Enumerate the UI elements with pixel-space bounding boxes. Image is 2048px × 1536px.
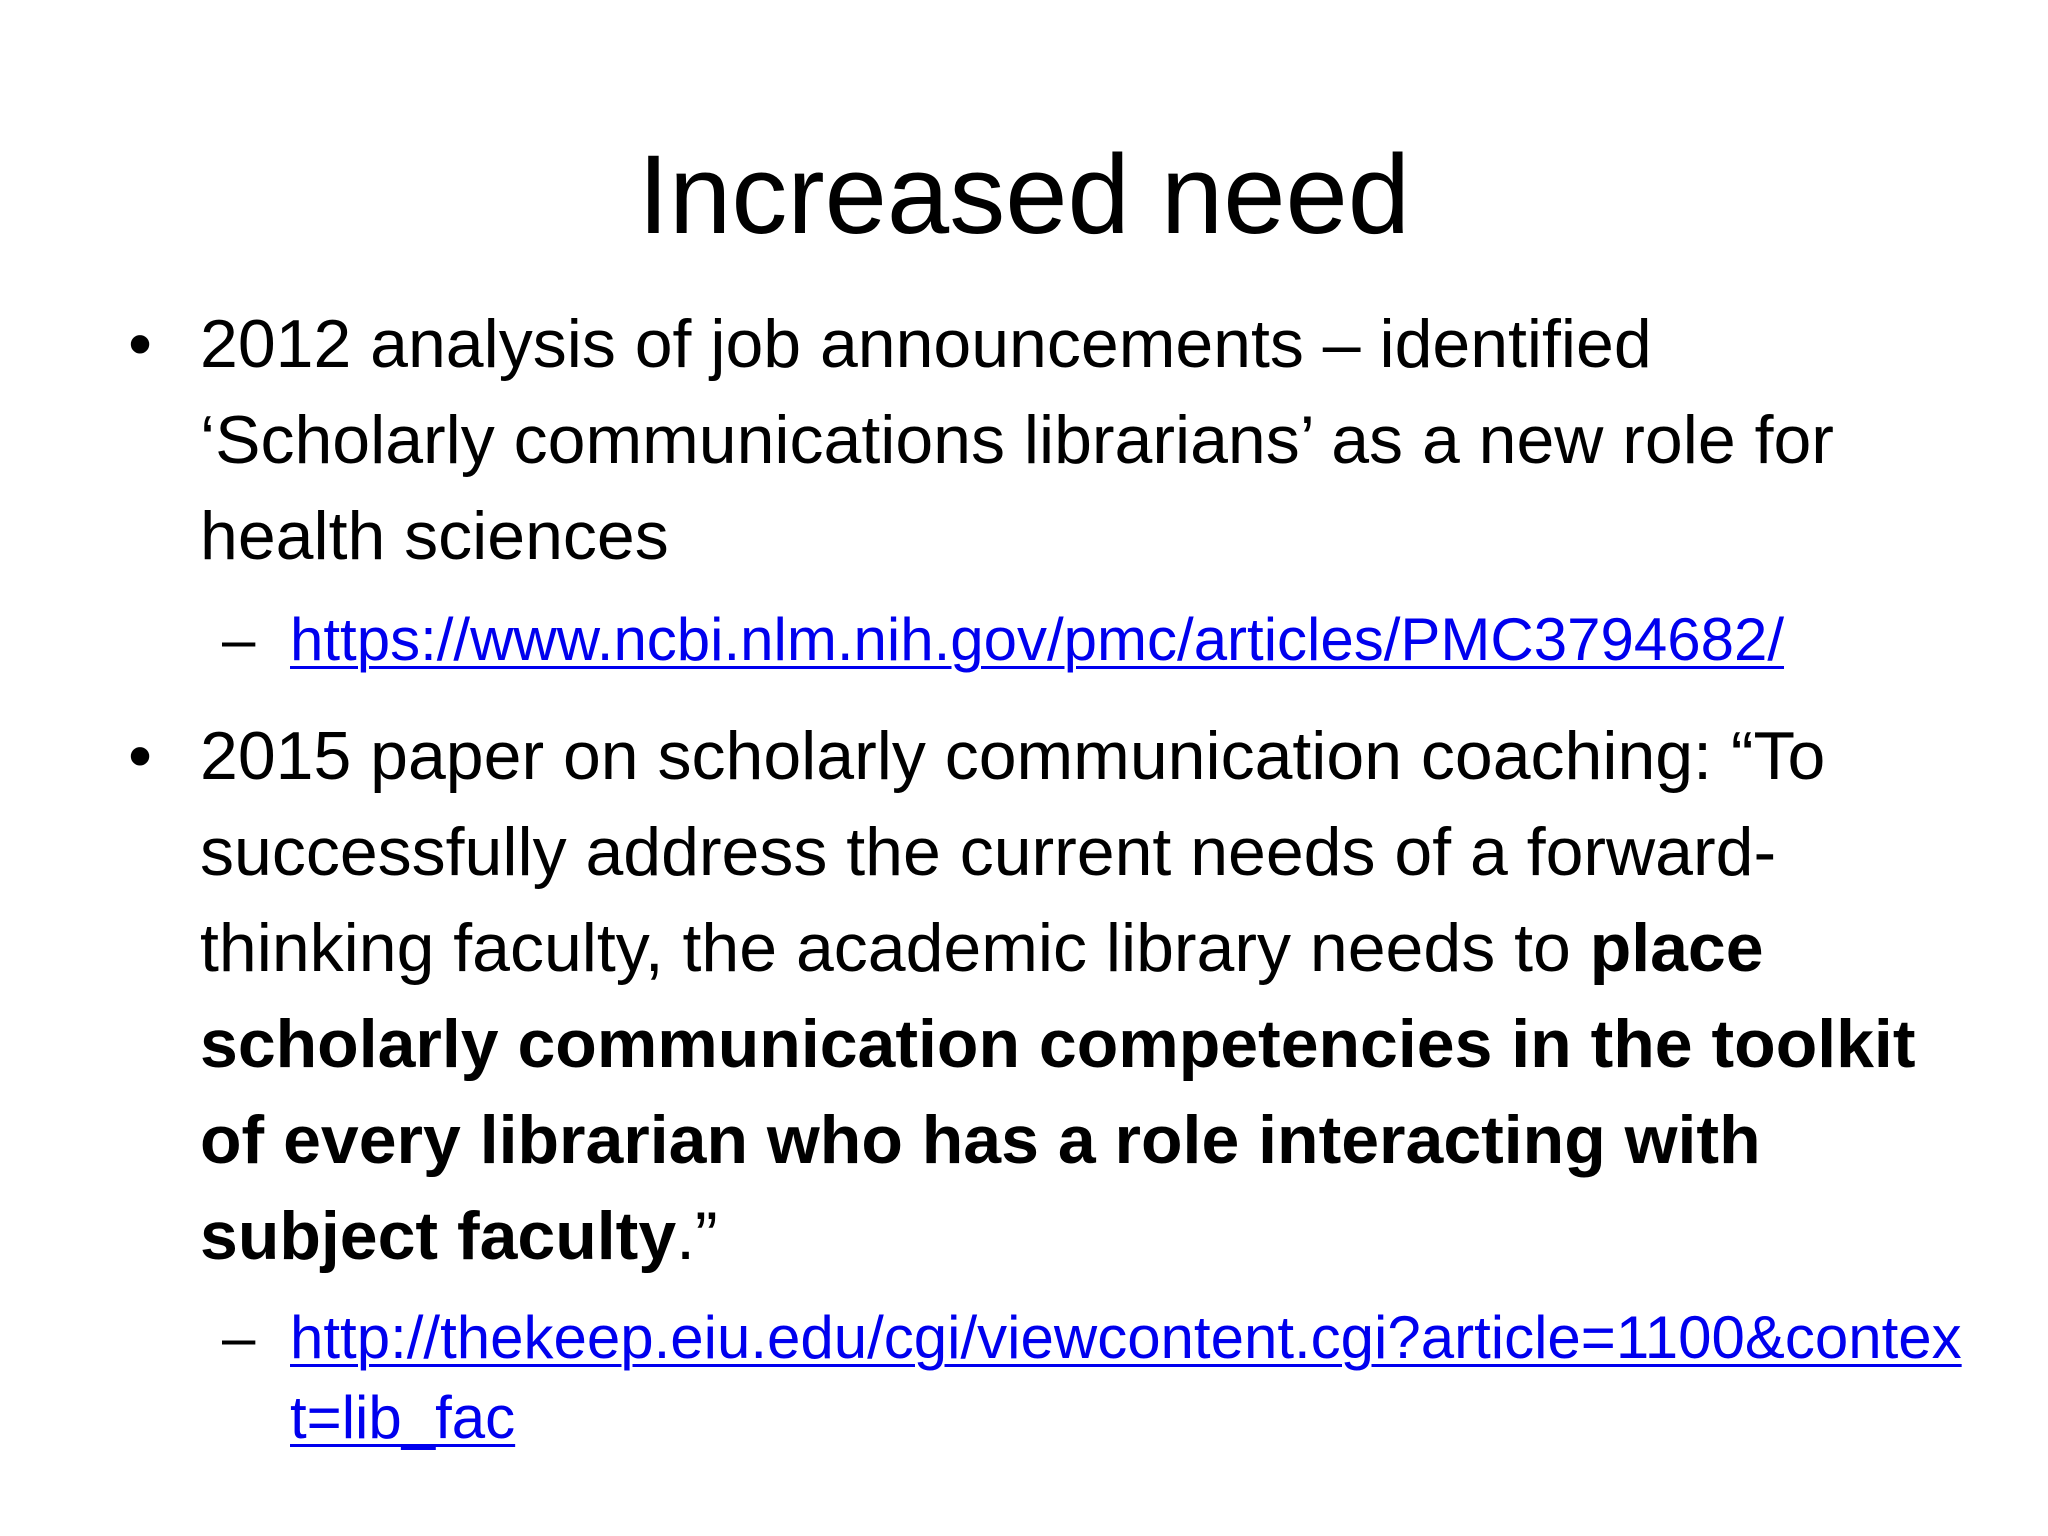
bullet-text: 2012 analysis of job announcements – identified ‘Scholarly communications librarians’ as a new role for health sciences <box>200 306 1834 574</box>
sub-marker: – <box>222 606 256 673</box>
sub-item-link-thekeep <box>222 1298 1970 1458</box>
thekeep-article-link[interactable]: http://thekeep.eiu.edu/cgi/viewcontent.cgi?article=1100&context=lib_fac <box>290 1304 1962 1451</box>
bullet-text-before: 2015 paper on scholarly communication coaching: “To successfully address the current needs of a forward-thinking faculty, the academic library needs to <box>200 718 1826 986</box>
bullet-text-after: .” <box>676 1198 718 1274</box>
bullet-item-2012 <box>128 296 1920 584</box>
bullet-item-2015 <box>128 708 1920 1284</box>
pmc-article-link[interactable]: https://www.ncbi.nlm.nih.gov/pmc/articles/PMC3794682/ <box>290 606 1784 673</box>
sub-marker: – <box>222 1304 256 1371</box>
slide-title: Increased need <box>637 132 1411 257</box>
bullet-marker: • <box>128 306 152 382</box>
bullet-marker: • <box>128 718 152 794</box>
bullet-text-bold: place scholarly communication competencies in the toolkit of every librarian who has a role interacting with subject faculty <box>200 910 1916 1274</box>
sub-item-link-pmc <box>222 600 1970 680</box>
